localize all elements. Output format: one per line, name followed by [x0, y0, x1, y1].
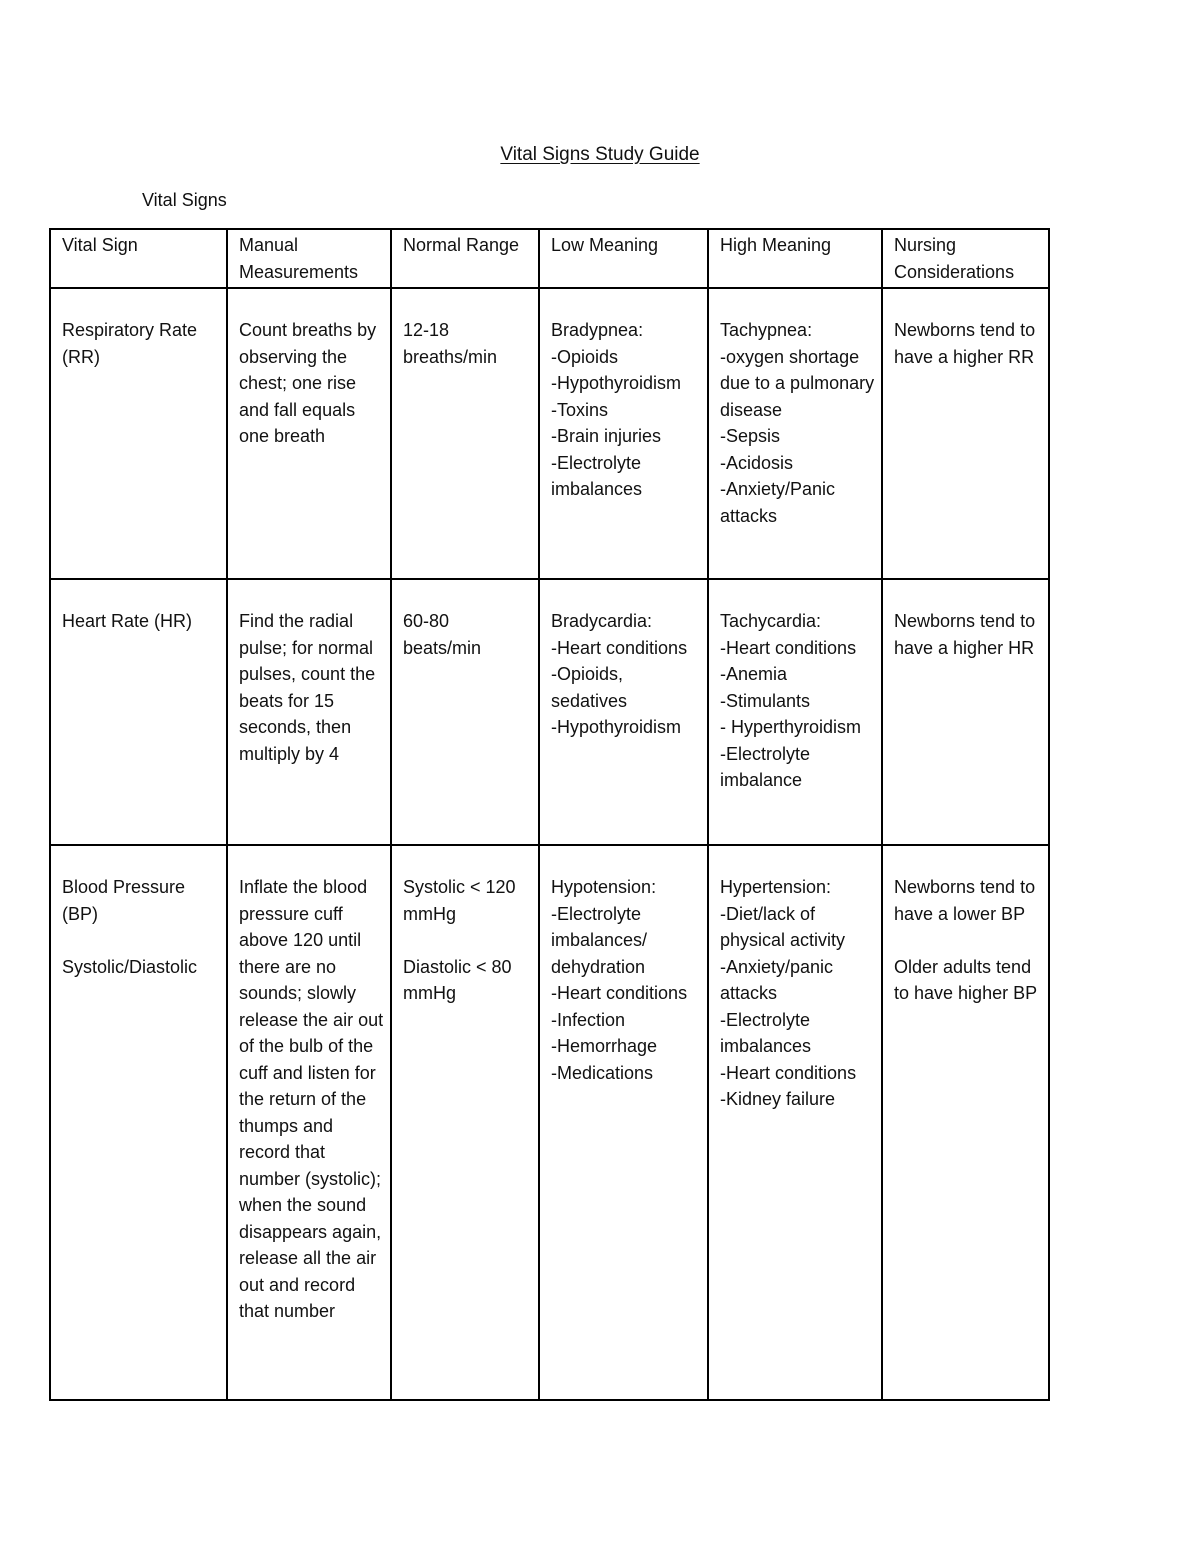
low-meaning-cause: -Heart conditions	[551, 637, 688, 658]
cell-low-meaning	[539, 288, 708, 579]
vital-sign-name: Heart Rate (HR)	[62, 611, 193, 631]
cell-normal-range	[391, 288, 539, 579]
cell-normal-range	[391, 845, 539, 1400]
cell-nursing-considerations	[882, 288, 1049, 579]
manual-measurement-text: Count breaths by observing the chest; one rise and fall equals one breath	[239, 320, 382, 446]
table-row	[50, 288, 1049, 579]
normal-range-text: 60-80 beats/min	[403, 611, 482, 658]
low-meaning-cause: -Heart conditions	[551, 983, 688, 1003]
low-meaning-cause: -Brain injuries	[551, 426, 662, 446]
cell-high-meaning	[708, 845, 882, 1400]
manual-measurement-text: Inflate the blood pressure cuff above 120 until there are no sounds; slowly release the air out of the bulb of the cuff and listen for the return of the thumps and record that number (systolic); when the sound disappears again, release all the air out and record that number	[239, 877, 389, 1321]
header-nursing-considerations: Nursing Considerations	[882, 229, 1049, 288]
low-meaning-cause: -Hypothyroidism	[551, 717, 682, 737]
high-meaning-cause: -Anxiety/Panic attacks	[720, 479, 841, 526]
low-meaning-cause: -Electrolyte imbalances/ dehydration	[551, 903, 653, 977]
cell-normal-range	[391, 579, 539, 845]
high-meaning-cause: - Hyperthyroidism	[720, 717, 862, 737]
low-meaning-cause: -Medications	[551, 1062, 654, 1083]
cell-vital-sign	[50, 579, 227, 845]
low-meaning-cause: -Electrolyte imbalances	[551, 452, 647, 499]
low-meaning-cause: -Opioids, sedatives	[551, 664, 629, 711]
high-meaning-cause: -Acidosis	[720, 452, 794, 473]
header-high-meaning: High Meaning	[708, 229, 882, 288]
spacer	[894, 927, 1042, 954]
spacer	[62, 927, 220, 954]
low-meaning-cause: -Hemorrhage	[551, 1036, 658, 1056]
cell-nursing-considerations	[882, 845, 1049, 1400]
cell-high-meaning	[708, 579, 882, 845]
low-meaning-cause: -Toxins	[551, 399, 609, 420]
high-meaning-cause: -Sepsis	[720, 426, 781, 446]
low-meaning-cause: -Hypothyroidism	[551, 373, 682, 393]
nursing-consideration-text: Newborns tend to have a higher RR	[894, 320, 1041, 367]
cell-vital-sign	[50, 288, 227, 579]
vital-sign-name: Blood Pressure (BP)	[62, 877, 191, 924]
high-meaning-cause: -Kidney failure	[720, 1089, 836, 1109]
header-low-meaning: Low Meaning	[539, 229, 708, 288]
high-meaning-cause: -Anemia	[720, 664, 788, 684]
cell-high-meaning	[708, 288, 882, 579]
low-meaning-cause: -Opioids	[551, 346, 619, 367]
table-row	[50, 845, 1049, 1400]
normal-range-text: Diastolic < 80 mmHg	[403, 956, 517, 1003]
low-meaning-term: Bradypnea:	[551, 320, 644, 340]
high-meaning-cause: -Stimulants	[720, 690, 811, 711]
vital-sign-subtitle: Systolic/Diastolic	[62, 956, 198, 977]
cell-manual-measurements	[227, 845, 391, 1400]
high-meaning-cause: -Heart conditions	[720, 637, 857, 658]
high-meaning-cause: -oxygen shortage due to a pulmonary disease	[720, 346, 880, 420]
table-row	[50, 579, 1049, 845]
high-meaning-cause: -Heart conditions	[720, 1062, 857, 1083]
high-meaning-cause: -Diet/lack of physical activity	[720, 903, 846, 950]
high-meaning-term: Hypertension:	[720, 877, 832, 897]
header-manual-measurements: Manual Measurements	[227, 229, 391, 288]
high-meaning-cause: -Electrolyte imbalance	[720, 743, 816, 790]
spacer	[403, 927, 532, 954]
header-vital-sign: Vital Sign	[50, 229, 227, 288]
nursing-consideration-text: Newborns tend to have a higher HR	[894, 611, 1041, 658]
cell-nursing-considerations	[882, 579, 1049, 845]
nursing-consideration-text: Older adults tend to have higher BP	[894, 956, 1038, 1003]
vital-sign-name: Respiratory Rate (RR)	[62, 320, 203, 367]
cell-vital-sign	[50, 845, 227, 1400]
cell-manual-measurements	[227, 288, 391, 579]
cell-manual-measurements	[227, 579, 391, 845]
low-meaning-cause: -Infection	[551, 1009, 626, 1030]
header-normal-range: Normal Range	[391, 229, 539, 288]
manual-measurement-text: Find the radial pulse; for normal pulses, count the beats for 15 seconds, then multiply by 4	[239, 611, 381, 764]
table-header-row	[50, 229, 1049, 288]
document-title: Vital Signs Study Guide	[500, 144, 700, 165]
nursing-consideration-text: Newborns tend to have a lower BP	[894, 877, 1041, 924]
cell-low-meaning	[539, 579, 708, 845]
high-meaning-cause: -Anxiety/panic attacks	[720, 956, 839, 1003]
high-meaning-cause: -Electrolyte imbalances	[720, 1009, 816, 1056]
low-meaning-term: Hypotension:	[551, 877, 657, 897]
high-meaning-term: Tachypnea:	[720, 320, 813, 340]
section-heading: Vital Signs	[142, 190, 227, 210]
low-meaning-term: Bradycardia:	[551, 611, 653, 631]
normal-range-text: 12-18 breaths/min	[403, 320, 498, 367]
vital-signs-table	[49, 228, 1050, 1401]
normal-range-text: Systolic < 120 mmHg	[403, 877, 521, 924]
high-meaning-term: Tachycardia:	[720, 611, 822, 631]
cell-low-meaning	[539, 845, 708, 1400]
